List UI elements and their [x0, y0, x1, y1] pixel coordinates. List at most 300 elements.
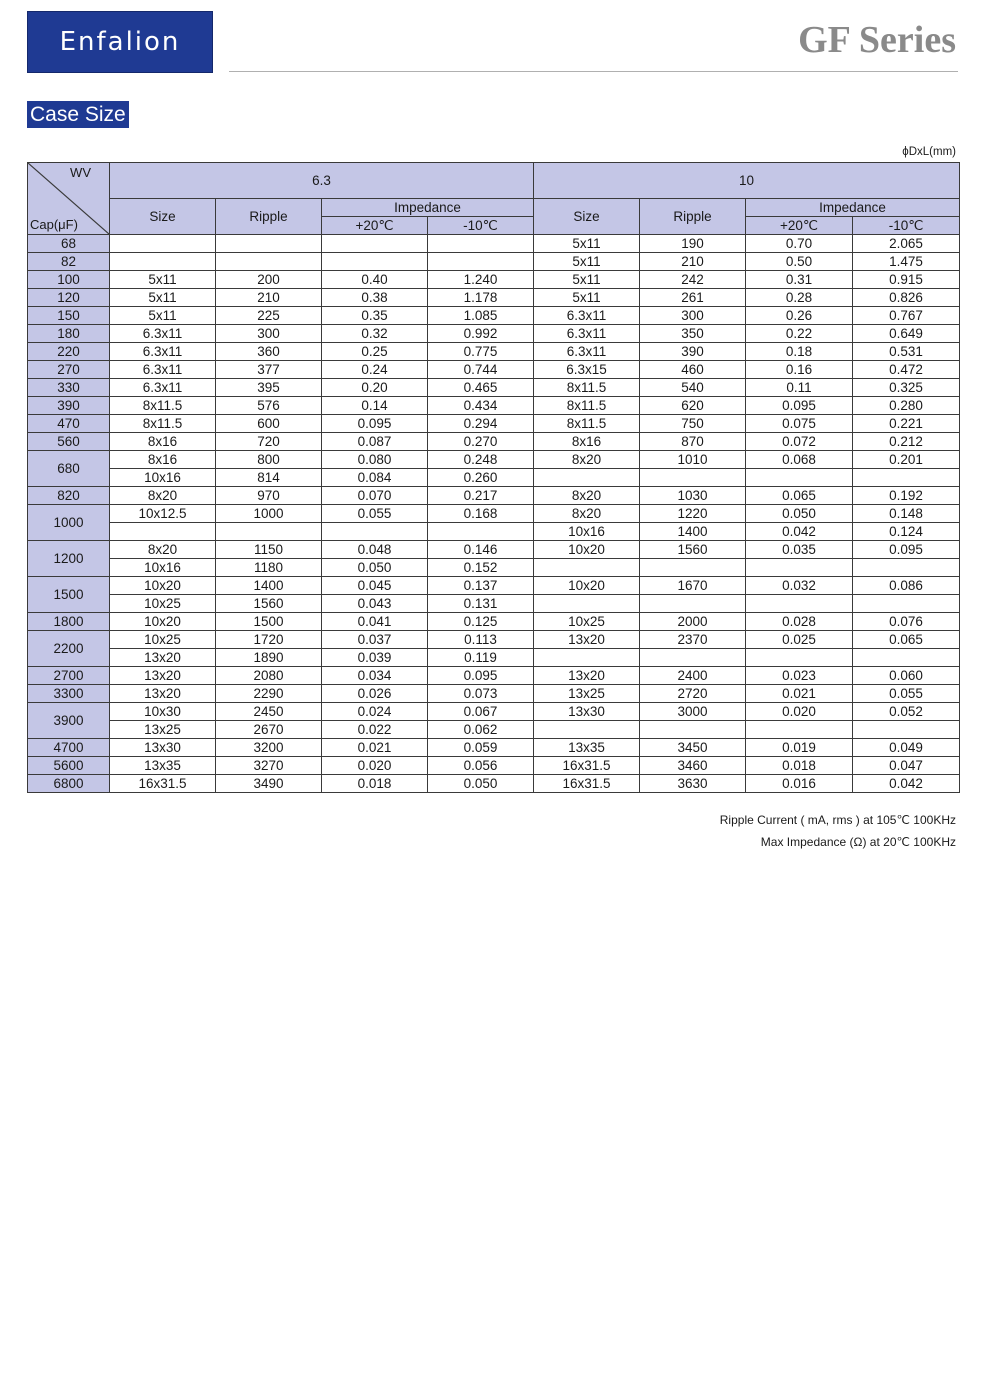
table-body: [28, 235, 960, 793]
v10-imp-minus10-cell: 0.047: [853, 757, 960, 775]
v6-3-imp-minus10-cell: 0.050: [428, 775, 534, 793]
v10-ripple-cell: 620: [640, 397, 746, 415]
v10-size-cell: [534, 469, 640, 487]
v6-3-ripple-cell: 970: [216, 487, 322, 505]
cap-value-cell: 390: [28, 397, 110, 415]
v6-3-imp-minus10-cell: [428, 523, 534, 541]
table-row: [28, 703, 960, 721]
v6-3-size-cell: 10x25: [110, 631, 216, 649]
ripple-note: Ripple Current ( mA, rms ) at 105℃ 100KHz: [719, 813, 956, 827]
v6-3-imp-minus10-cell: 0.095: [428, 667, 534, 685]
v10-size-cell: 8x20: [534, 451, 640, 469]
v6-3-ripple-cell: 576: [216, 397, 322, 415]
v6-3-imp-plus20-cell: 0.25: [322, 343, 428, 361]
v6-3-size-cell: 10x20: [110, 577, 216, 595]
v6-3-imp-plus20-cell: 0.037: [322, 631, 428, 649]
v10-ripple-cell: 2720: [640, 685, 746, 703]
v10-imp-plus20-cell: [746, 469, 853, 487]
v6-3-size-cell: 10x25: [110, 595, 216, 613]
v6-3-imp-minus10-cell: 0.248: [428, 451, 534, 469]
v6-3-imp-plus20-cell: 0.084: [322, 469, 428, 487]
v6-3-ripple-cell: 1560: [216, 595, 322, 613]
v10-imp-plus20-cell: 0.31: [746, 271, 853, 289]
cap-value-cell: 680: [28, 451, 110, 487]
cap-value-cell: 1000: [28, 505, 110, 541]
table-row: [28, 307, 960, 325]
table-row: [28, 523, 960, 541]
v10-imp-plus20-cell: 0.025: [746, 631, 853, 649]
cap-value-cell: 68: [28, 235, 110, 253]
v6-3-imp-minus10-cell: 0.131: [428, 595, 534, 613]
ripple-header: Ripple: [216, 199, 322, 235]
v10-imp-plus20-cell: 0.11: [746, 379, 853, 397]
v10-size-cell: 13x25: [534, 685, 640, 703]
table-row: [28, 379, 960, 397]
cap-value-cell: 220: [28, 343, 110, 361]
v6-3-size-cell: 6.3x11: [110, 379, 216, 397]
v10-size-cell: 16x31.5: [534, 757, 640, 775]
impedance-header: Impedance: [322, 199, 534, 217]
section-title: Case Size: [27, 101, 129, 128]
v6-3-ripple-cell: 1180: [216, 559, 322, 577]
table-row: [28, 487, 960, 505]
v10-imp-minus10-cell: 0.915: [853, 271, 960, 289]
voltage-header-10v: 10: [534, 163, 960, 199]
v10-ripple-cell: 3630: [640, 775, 746, 793]
v6-3-ripple-cell: 210: [216, 289, 322, 307]
v10-size-cell: [534, 721, 640, 739]
v6-3-ripple-cell: [216, 235, 322, 253]
v10-ripple-cell: 1030: [640, 487, 746, 505]
cap-value-cell: 100: [28, 271, 110, 289]
v10-imp-plus20-cell: 0.020: [746, 703, 853, 721]
v10-size-cell: 16x31.5: [534, 775, 640, 793]
v6-3-imp-plus20-cell: 0.043: [322, 595, 428, 613]
v10-ripple-cell: [640, 559, 746, 577]
v10-imp-plus20-cell: 0.042: [746, 523, 853, 541]
v6-3-imp-plus20-cell: 0.24: [322, 361, 428, 379]
v6-3-size-cell: [110, 523, 216, 541]
v10-imp-minus10-cell: 0.042: [853, 775, 960, 793]
v10-ripple-cell: [640, 595, 746, 613]
v6-3-size-cell: 6.3x11: [110, 325, 216, 343]
cap-value-cell: 820: [28, 487, 110, 505]
logo-text: Enfalion: [59, 27, 181, 57]
v10-imp-plus20-cell: 0.050: [746, 505, 853, 523]
cap-value-cell: 3300: [28, 685, 110, 703]
v10-imp-minus10-cell: 0.076: [853, 613, 960, 631]
v6-3-size-cell: 8x11.5: [110, 397, 216, 415]
v6-3-ripple-cell: 2670: [216, 721, 322, 739]
v10-ripple-cell: [640, 721, 746, 739]
table-row: [28, 559, 960, 577]
table-row: [28, 505, 960, 523]
v10-size-cell: 13x20: [534, 631, 640, 649]
table-row: [28, 271, 960, 289]
v6-3-ripple-cell: [216, 253, 322, 271]
v10-imp-plus20-cell: 0.70: [746, 235, 853, 253]
v10-ripple-cell: 261: [640, 289, 746, 307]
v6-3-imp-minus10-cell: 1.240: [428, 271, 534, 289]
v10-imp-plus20-cell: 0.26: [746, 307, 853, 325]
v6-3-imp-plus20-cell: 0.048: [322, 541, 428, 559]
v10-imp-minus10-cell: 0.055: [853, 685, 960, 703]
v10-size-cell: 10x16: [534, 523, 640, 541]
impedance-plus20-header: +20℃: [322, 217, 428, 235]
table-row: [28, 361, 960, 379]
table-row: [28, 325, 960, 343]
v6-3-ripple-cell: 377: [216, 361, 322, 379]
v10-imp-minus10-cell: 0.124: [853, 523, 960, 541]
v10-imp-minus10-cell: 0.212: [853, 433, 960, 451]
table-row: [28, 649, 960, 667]
v6-3-imp-plus20-cell: 0.055: [322, 505, 428, 523]
v6-3-ripple-cell: 200: [216, 271, 322, 289]
unit-label: ϕDxL(mm): [902, 146, 956, 158]
table-row: [28, 685, 960, 703]
v10-ripple-cell: 3460: [640, 757, 746, 775]
v6-3-imp-plus20-cell: 0.034: [322, 667, 428, 685]
v6-3-ripple-cell: 1150: [216, 541, 322, 559]
size-header: Size: [110, 199, 216, 235]
v6-3-size-cell: 5x11: [110, 307, 216, 325]
v6-3-imp-minus10-cell: 0.775: [428, 343, 534, 361]
table-row: [28, 739, 960, 757]
v10-size-cell: 13x30: [534, 703, 640, 721]
v6-3-imp-minus10-cell: 1.178: [428, 289, 534, 307]
v6-3-imp-plus20-cell: 0.039: [322, 649, 428, 667]
v6-3-size-cell: [110, 235, 216, 253]
cap-value-cell: 5600: [28, 757, 110, 775]
v10-size-cell: 8x20: [534, 505, 640, 523]
v6-3-size-cell: 10x16: [110, 559, 216, 577]
v10-size-cell: 5x11: [534, 271, 640, 289]
v10-imp-plus20-cell: 0.22: [746, 325, 853, 343]
cap-value-cell: 1800: [28, 613, 110, 631]
v6-3-imp-minus10-cell: 0.434: [428, 397, 534, 415]
case-size-table: [27, 162, 960, 793]
v6-3-size-cell: 10x12.5: [110, 505, 216, 523]
v10-imp-minus10-cell: 0.065: [853, 631, 960, 649]
v10-imp-plus20-cell: [746, 559, 853, 577]
v10-imp-minus10-cell: 0.649: [853, 325, 960, 343]
v10-imp-minus10-cell: [853, 649, 960, 667]
v6-3-ripple-cell: 3270: [216, 757, 322, 775]
v6-3-imp-plus20-cell: 0.35: [322, 307, 428, 325]
table-row: [28, 667, 960, 685]
v10-imp-plus20-cell: [746, 595, 853, 613]
v6-3-size-cell: 16x31.5: [110, 775, 216, 793]
v10-ripple-cell: 1670: [640, 577, 746, 595]
cap-value-cell: 82: [28, 253, 110, 271]
v10-imp-minus10-cell: [853, 721, 960, 739]
v6-3-imp-minus10-cell: 0.992: [428, 325, 534, 343]
v10-imp-minus10-cell: [853, 469, 960, 487]
table-row: [28, 595, 960, 613]
v6-3-imp-plus20-cell: 0.080: [322, 451, 428, 469]
v10-size-cell: 8x11.5: [534, 415, 640, 433]
v6-3-imp-minus10-cell: 0.059: [428, 739, 534, 757]
v6-3-imp-plus20-cell: [322, 523, 428, 541]
voltage-header-6v3: 6.3: [110, 163, 534, 199]
v10-size-cell: 13x20: [534, 667, 640, 685]
corner-header-cell: [28, 163, 110, 235]
v10-imp-plus20-cell: 0.028: [746, 613, 853, 631]
v10-size-cell: 13x35: [534, 739, 640, 757]
v6-3-imp-plus20-cell: 0.024: [322, 703, 428, 721]
v6-3-ripple-cell: 1890: [216, 649, 322, 667]
v6-3-ripple-cell: 3200: [216, 739, 322, 757]
v10-ripple-cell: 350: [640, 325, 746, 343]
table-row: [28, 613, 960, 631]
table-row: [28, 397, 960, 415]
v6-3-imp-minus10-cell: 0.270: [428, 433, 534, 451]
v10-imp-plus20-cell: [746, 721, 853, 739]
cap-value-cell: 560: [28, 433, 110, 451]
v10-imp-plus20-cell: 0.075: [746, 415, 853, 433]
v10-ripple-cell: 2370: [640, 631, 746, 649]
cap-value-cell: 180: [28, 325, 110, 343]
v6-3-ripple-cell: 600: [216, 415, 322, 433]
v10-ripple-cell: 870: [640, 433, 746, 451]
v10-ripple-cell: 1010: [640, 451, 746, 469]
v10-imp-minus10-cell: 0.221: [853, 415, 960, 433]
header-divider: [229, 71, 958, 72]
v10-size-cell: 8x11.5: [534, 379, 640, 397]
v6-3-imp-minus10-cell: 0.744: [428, 361, 534, 379]
v6-3-size-cell: 8x11.5: [110, 415, 216, 433]
v6-3-size-cell: 8x20: [110, 541, 216, 559]
v6-3-imp-plus20-cell: 0.020: [322, 757, 428, 775]
v10-ripple-cell: 210: [640, 253, 746, 271]
v6-3-imp-plus20-cell: 0.022: [322, 721, 428, 739]
v6-3-imp-minus10-cell: 0.056: [428, 757, 534, 775]
v6-3-size-cell: 13x35: [110, 757, 216, 775]
v6-3-imp-plus20-cell: 0.050: [322, 559, 428, 577]
table-row: [28, 721, 960, 739]
cap-value-cell: 120: [28, 289, 110, 307]
v10-imp-minus10-cell: [853, 595, 960, 613]
v6-3-ripple-cell: 225: [216, 307, 322, 325]
v10-imp-plus20-cell: 0.16: [746, 361, 853, 379]
v6-3-imp-plus20-cell: 0.018: [322, 775, 428, 793]
v6-3-imp-minus10-cell: 0.152: [428, 559, 534, 577]
v6-3-ripple-cell: 814: [216, 469, 322, 487]
v10-imp-plus20-cell: 0.065: [746, 487, 853, 505]
v10-imp-plus20-cell: [746, 649, 853, 667]
v6-3-imp-minus10-cell: 0.294: [428, 415, 534, 433]
v6-3-ripple-cell: [216, 523, 322, 541]
v6-3-imp-minus10-cell: 1.085: [428, 307, 534, 325]
v10-ripple-cell: 390: [640, 343, 746, 361]
v10-imp-plus20-cell: 0.18: [746, 343, 853, 361]
v10-size-cell: 5x11: [534, 253, 640, 271]
v6-3-imp-minus10-cell: [428, 235, 534, 253]
v10-imp-minus10-cell: 0.280: [853, 397, 960, 415]
v10-ripple-cell: 1560: [640, 541, 746, 559]
v10-ripple-cell: 300: [640, 307, 746, 325]
v6-3-size-cell: [110, 253, 216, 271]
v6-3-imp-plus20-cell: 0.026: [322, 685, 428, 703]
v10-ripple-cell: [640, 649, 746, 667]
v6-3-imp-plus20-cell: 0.070: [322, 487, 428, 505]
impedance-minus10-header: -10℃: [428, 217, 534, 235]
cap-value-cell: 2700: [28, 667, 110, 685]
impedance-minus10-header: -10℃: [853, 217, 960, 235]
v10-size-cell: 8x11.5: [534, 397, 640, 415]
v10-size-cell: 5x11: [534, 289, 640, 307]
series-title: GF Series: [798, 19, 956, 61]
v6-3-ripple-cell: 800: [216, 451, 322, 469]
v10-imp-minus10-cell: 0.826: [853, 289, 960, 307]
v10-size-cell: [534, 595, 640, 613]
table-row: [28, 289, 960, 307]
v6-3-imp-minus10-cell: 0.062: [428, 721, 534, 739]
ripple-header: Ripple: [640, 199, 746, 235]
cap-value-cell: 270: [28, 361, 110, 379]
impedance-plus20-header: +20℃: [746, 217, 853, 235]
v10-imp-minus10-cell: 1.475: [853, 253, 960, 271]
table-row: [28, 253, 960, 271]
v6-3-imp-minus10-cell: 0.465: [428, 379, 534, 397]
v10-imp-minus10-cell: 0.201: [853, 451, 960, 469]
v6-3-ripple-cell: 2080: [216, 667, 322, 685]
v10-imp-plus20-cell: 0.032: [746, 577, 853, 595]
v6-3-ripple-cell: 720: [216, 433, 322, 451]
v10-imp-minus10-cell: 0.148: [853, 505, 960, 523]
v10-imp-plus20-cell: 0.068: [746, 451, 853, 469]
v10-imp-plus20-cell: 0.016: [746, 775, 853, 793]
v6-3-size-cell: 6.3x11: [110, 361, 216, 379]
v10-ripple-cell: 2000: [640, 613, 746, 631]
v6-3-imp-plus20-cell: 0.20: [322, 379, 428, 397]
v6-3-imp-minus10-cell: 0.073: [428, 685, 534, 703]
v10-size-cell: 10x20: [534, 541, 640, 559]
v6-3-imp-minus10-cell: 0.067: [428, 703, 534, 721]
v10-imp-minus10-cell: 2.065: [853, 235, 960, 253]
v10-size-cell: 6.3x11: [534, 343, 640, 361]
v6-3-imp-plus20-cell: 0.021: [322, 739, 428, 757]
v10-imp-plus20-cell: 0.035: [746, 541, 853, 559]
wv-label: WV: [70, 165, 91, 180]
v6-3-imp-plus20-cell: 0.14: [322, 397, 428, 415]
v6-3-size-cell: 13x20: [110, 685, 216, 703]
v6-3-ripple-cell: 1000: [216, 505, 322, 523]
v10-imp-minus10-cell: 0.531: [853, 343, 960, 361]
v6-3-ripple-cell: 360: [216, 343, 322, 361]
v6-3-ripple-cell: 1400: [216, 577, 322, 595]
v6-3-imp-plus20-cell: 0.095: [322, 415, 428, 433]
cap-value-cell: 330: [28, 379, 110, 397]
v10-size-cell: 8x16: [534, 433, 640, 451]
v10-size-cell: 10x25: [534, 613, 640, 631]
v6-3-imp-plus20-cell: 0.041: [322, 613, 428, 631]
v6-3-imp-plus20-cell: [322, 235, 428, 253]
v10-imp-minus10-cell: 0.325: [853, 379, 960, 397]
v10-imp-minus10-cell: 0.192: [853, 487, 960, 505]
v10-size-cell: 10x20: [534, 577, 640, 595]
v10-ripple-cell: 750: [640, 415, 746, 433]
v10-size-cell: [534, 649, 640, 667]
v10-imp-minus10-cell: 0.060: [853, 667, 960, 685]
v10-ripple-cell: 242: [640, 271, 746, 289]
v10-ripple-cell: 190: [640, 235, 746, 253]
v6-3-imp-plus20-cell: 0.32: [322, 325, 428, 343]
v6-3-size-cell: 8x16: [110, 433, 216, 451]
v6-3-imp-minus10-cell: 0.168: [428, 505, 534, 523]
v10-size-cell: 8x20: [534, 487, 640, 505]
v6-3-ripple-cell: 2290: [216, 685, 322, 703]
cap-value-cell: 150: [28, 307, 110, 325]
v10-imp-plus20-cell: 0.50: [746, 253, 853, 271]
cap-value-cell: 2200: [28, 631, 110, 667]
v6-3-size-cell: 8x20: [110, 487, 216, 505]
v6-3-imp-minus10-cell: 0.119: [428, 649, 534, 667]
v6-3-size-cell: 13x25: [110, 721, 216, 739]
table-row: [28, 577, 960, 595]
v6-3-size-cell: 10x16: [110, 469, 216, 487]
cap-value-cell: 4700: [28, 739, 110, 757]
v10-ripple-cell: 3000: [640, 703, 746, 721]
v10-size-cell: 5x11: [534, 235, 640, 253]
v10-size-cell: 6.3x15: [534, 361, 640, 379]
v10-imp-minus10-cell: 0.052: [853, 703, 960, 721]
table-row: [28, 433, 960, 451]
v10-ripple-cell: 460: [640, 361, 746, 379]
v6-3-imp-plus20-cell: [322, 253, 428, 271]
v10-ripple-cell: [640, 469, 746, 487]
v10-imp-plus20-cell: 0.019: [746, 739, 853, 757]
v6-3-imp-plus20-cell: 0.087: [322, 433, 428, 451]
v6-3-size-cell: 5x11: [110, 289, 216, 307]
v10-ripple-cell: 1220: [640, 505, 746, 523]
table-row: [28, 757, 960, 775]
v10-imp-minus10-cell: 0.095: [853, 541, 960, 559]
table-row: [28, 541, 960, 559]
cap-value-cell: 1200: [28, 541, 110, 577]
v10-imp-plus20-cell: 0.095: [746, 397, 853, 415]
table-row: [28, 415, 960, 433]
v6-3-imp-minus10-cell: 0.125: [428, 613, 534, 631]
cap-value-cell: 1500: [28, 577, 110, 613]
v10-ripple-cell: 540: [640, 379, 746, 397]
v10-ripple-cell: 1400: [640, 523, 746, 541]
impedance-header: Impedance: [746, 199, 960, 217]
v6-3-size-cell: 13x30: [110, 739, 216, 757]
v6-3-ripple-cell: 3490: [216, 775, 322, 793]
v10-ripple-cell: 3450: [640, 739, 746, 757]
v6-3-size-cell: 10x20: [110, 613, 216, 631]
footnotes: [720, 809, 956, 853]
v6-3-imp-plus20-cell: 0.38: [322, 289, 428, 307]
v6-3-imp-minus10-cell: 0.217: [428, 487, 534, 505]
v10-imp-minus10-cell: 0.767: [853, 307, 960, 325]
table-row: [28, 631, 960, 649]
v6-3-size-cell: 5x11: [110, 271, 216, 289]
v6-3-imp-plus20-cell: 0.045: [322, 577, 428, 595]
v6-3-imp-minus10-cell: 0.146: [428, 541, 534, 559]
v10-imp-plus20-cell: 0.021: [746, 685, 853, 703]
v6-3-size-cell: 8x16: [110, 451, 216, 469]
v6-3-imp-minus10-cell: [428, 253, 534, 271]
table-row: [28, 451, 960, 469]
brand-logo: [27, 11, 213, 73]
impedance-note: Max Impedance (Ω) at 20℃ 100KHz: [760, 835, 956, 849]
v10-size-cell: 6.3x11: [534, 307, 640, 325]
size-header: Size: [534, 199, 640, 235]
v6-3-size-cell: 10x30: [110, 703, 216, 721]
cap-value-cell: 6800: [28, 775, 110, 793]
